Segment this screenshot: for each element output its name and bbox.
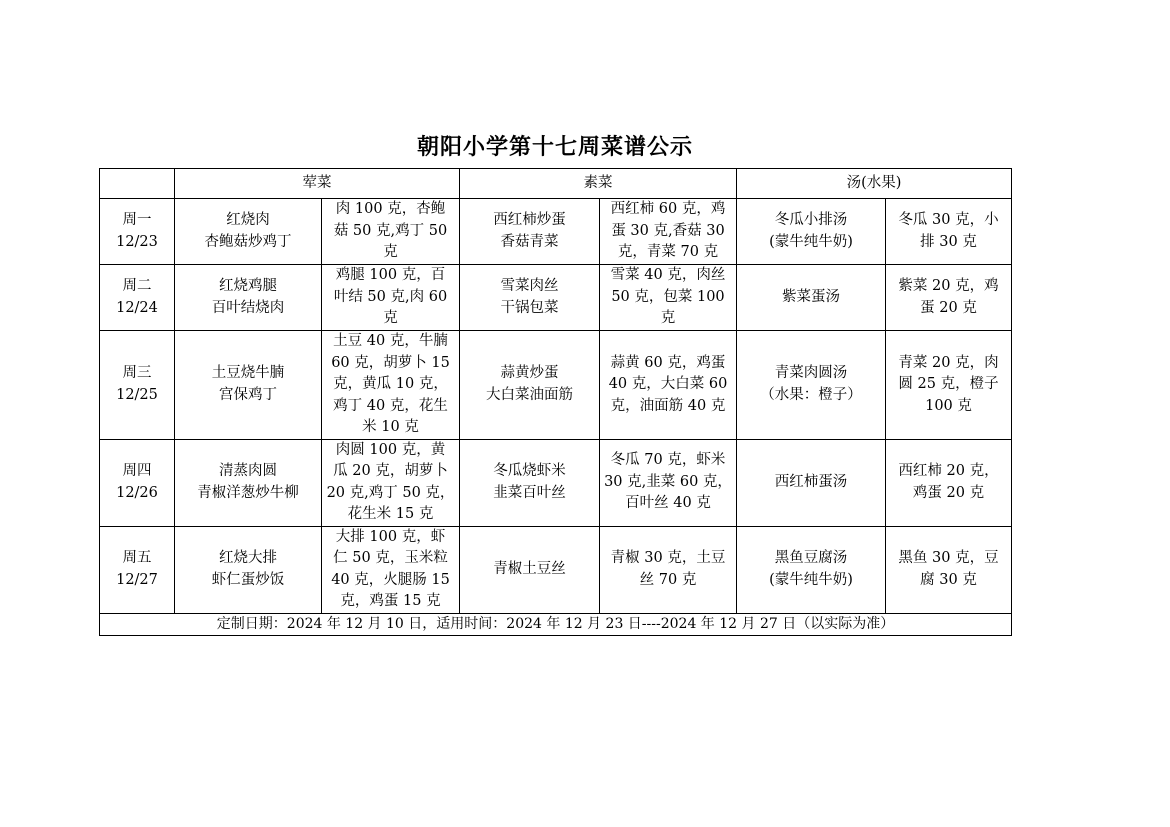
soup-detail-line: 圆 25 克，橙子 xyxy=(898,376,999,392)
meat-detail-line: 60 克，胡萝卜 15 xyxy=(331,354,450,371)
meat-detail-line: 肉圆 100 克，黄 xyxy=(335,441,446,458)
soup-detail-cell xyxy=(886,199,1012,265)
meat-detail-line: 土豆 40 克，牛腩 xyxy=(333,333,448,349)
veg-detail-line: 30 克,韭菜 60 克， xyxy=(604,473,732,490)
veg-detail-line: 克，青菜 70 克 xyxy=(617,244,719,261)
soup-dishes-cell xyxy=(737,439,886,526)
veg-dishes-line: 青椒土豆丝 xyxy=(493,560,566,577)
soup-dishes-cell xyxy=(737,199,886,265)
day-label: 周四 xyxy=(122,463,152,479)
veg-detail-line: 50 克，包菜 100 xyxy=(611,288,725,305)
meat-detail-line: 菇 50 克,鸡丁 50 xyxy=(333,222,448,239)
veg-dishes-line: 雪菜肉丝 xyxy=(500,278,559,294)
veg-dishes-line: 大白菜油面筋 xyxy=(486,386,573,403)
day-label: 周三 xyxy=(122,365,152,382)
footer-row xyxy=(100,613,1012,635)
soup-detail-cell xyxy=(886,265,1012,331)
veg-dishes-cell xyxy=(460,526,600,613)
soup-dishes-line: 西红柿蛋汤 xyxy=(774,473,848,490)
day-label: 周一 xyxy=(122,212,152,228)
veg-detail-cell xyxy=(600,331,737,440)
meat-detail-line: 鸡腿 100 克，百 xyxy=(335,267,446,284)
veg-detail-line: 百叶丝 40 克 xyxy=(625,495,711,512)
soup-detail-line: 100 克 xyxy=(925,397,972,414)
veg-dishes-line: 韭菜百叶丝 xyxy=(493,484,566,501)
soup-dishes-line: （水果：橙子） xyxy=(760,386,862,403)
meat-detail-line: 花生米 15 克 xyxy=(347,506,434,522)
menu-table xyxy=(99,168,1012,636)
soup-detail-line: 蛋 20 克 xyxy=(920,299,977,316)
soup-detail-line: 腐 30 克 xyxy=(920,571,977,588)
meat-detail-line: 叶结 50 克,肉 60 xyxy=(333,288,448,305)
meat-detail-line: 大排 100 克，虾 xyxy=(335,528,446,545)
veg-dishes-cell xyxy=(460,199,600,265)
soup-detail-cell xyxy=(886,439,1012,526)
veg-detail-line: 蛋 30 克,香菇 30 xyxy=(611,222,725,239)
page-title: 朝阳小学第十七周菜谱公示 xyxy=(416,135,693,160)
meat-detail-line: 克，鸡蛋 15 克 xyxy=(340,593,441,609)
menu-row xyxy=(100,265,1012,331)
meat-dishes-line: 红烧大排 xyxy=(219,550,277,566)
veg-detail-line: 青椒 30 克，土豆 xyxy=(610,550,726,566)
soup-detail-line: 紫菜 20 克，鸡 xyxy=(898,278,999,294)
meat-dishes-line: 红烧肉 xyxy=(226,212,270,228)
meat-detail-line: 40 克，火腿肠 15 xyxy=(331,571,450,588)
menu-row xyxy=(100,526,1012,613)
soup-detail-line: 排 30 克 xyxy=(920,233,977,250)
veg-detail-cell xyxy=(600,265,737,331)
veg-detail-cell xyxy=(600,526,737,613)
veg-dishes-cell xyxy=(460,439,600,526)
date-label: 12/25 xyxy=(116,386,158,403)
day-cell xyxy=(100,439,175,526)
veg-detail-line: 克 xyxy=(660,310,676,327)
meat-dishes-line: 杏鲍菇炒鸡丁 xyxy=(204,233,292,250)
veg-detail-cell xyxy=(600,199,737,265)
date-label: 12/24 xyxy=(116,299,158,316)
day-cell xyxy=(100,265,175,331)
veg-dishes-line: 冬瓜烧虾米 xyxy=(493,463,566,479)
header-soup: 汤(水果) xyxy=(737,169,1012,199)
meat-detail-line: 克 xyxy=(383,310,398,327)
veg-detail-line: 雪菜 40 克，肉丝 xyxy=(610,267,726,284)
meat-dishes-cell xyxy=(175,331,322,440)
veg-dishes-line: 香菇青菜 xyxy=(500,233,559,250)
meat-detail-line: 鸡丁 40 克，花生 xyxy=(333,397,448,414)
soup-dishes-cell xyxy=(737,331,886,440)
day-cell xyxy=(100,199,175,265)
day-cell xyxy=(100,331,175,440)
soup-dishes-cell xyxy=(737,265,886,331)
meat-detail-cell xyxy=(322,265,460,331)
day-label: 周五 xyxy=(122,550,152,566)
veg-detail-line: 蒜黄 60 克，鸡蛋 xyxy=(610,354,726,371)
header-corner xyxy=(100,169,175,199)
soup-dishes-cell xyxy=(737,526,886,613)
meat-dishes-line: 土豆烧牛腩 xyxy=(211,365,285,382)
soup-detail-line: 鸡蛋 20 克 xyxy=(912,484,985,501)
meat-detail-line: 米 10 克 xyxy=(362,419,419,435)
veg-detail-line: 克，油面筋 40 克 xyxy=(610,397,726,414)
footer-note: 定制日期：2024 年 12 月 10 日，适用时间：2024 年 12 月 23 日----2024 年 12 月 27 日（以实际为准） xyxy=(100,613,1012,635)
soup-dishes-line: 冬瓜小排汤 xyxy=(774,212,848,228)
soup-detail-line: 黑鱼 30 克，豆 xyxy=(898,550,999,566)
meat-detail-line: 20 克,鸡丁 50 克， xyxy=(326,484,455,501)
menu-row xyxy=(100,199,1012,265)
veg-dishes-line: 干锅包菜 xyxy=(500,299,559,316)
soup-dishes-line: 青菜肉圆汤 xyxy=(774,365,848,382)
header-veg: 素菜 xyxy=(460,169,737,199)
veg-detail-line: 西红柿 60 克，鸡 xyxy=(610,201,726,218)
date-label: 12/26 xyxy=(116,484,158,501)
soup-detail-line: 西红柿 20 克， xyxy=(898,463,999,479)
veg-detail-cell xyxy=(600,439,737,526)
meat-detail-cell xyxy=(322,526,460,613)
menu-row xyxy=(100,439,1012,526)
veg-detail-line: 丝 70 克 xyxy=(639,571,697,588)
meat-dishes-cell xyxy=(175,526,322,613)
soup-detail-cell xyxy=(886,526,1012,613)
meat-detail-line: 瓜 20 克，胡萝卜 xyxy=(333,463,448,479)
soup-dishes-line: (蒙牛纯牛奶) xyxy=(769,233,853,250)
meat-dishes-line: 百叶结烧肉 xyxy=(211,299,285,316)
meat-dishes-line: 虾仁蛋炒饭 xyxy=(211,571,285,588)
veg-dishes-line: 蒜黄炒蛋 xyxy=(500,365,559,382)
soup-detail-line: 冬瓜 30 克，小 xyxy=(898,212,999,228)
meat-dishes-cell xyxy=(175,199,322,265)
meat-dishes-cell xyxy=(175,439,322,526)
meat-dishes-line: 清蒸肉圆 xyxy=(219,463,277,479)
soup-detail-line: 青菜 20 克，肉 xyxy=(898,354,999,371)
veg-dishes-cell xyxy=(460,331,600,440)
veg-detail-line: 冬瓜 70 克，虾米 xyxy=(610,452,726,469)
soup-dishes-line: (蒙牛纯牛奶) xyxy=(769,571,853,588)
soup-dishes-line: 黑鱼豆腐汤 xyxy=(774,550,848,566)
header-meat: 荤菜 xyxy=(175,169,460,199)
soup-detail-cell xyxy=(886,331,1012,440)
meat-dishes-line: 青椒洋葱炒牛柳 xyxy=(197,484,299,501)
meat-dishes-line: 红烧鸡腿 xyxy=(219,278,277,294)
meat-detail-line: 肉 100 克，杏鲍 xyxy=(335,201,446,218)
meat-detail-line: 克 xyxy=(383,244,398,261)
veg-dishes-line: 西红柿炒蛋 xyxy=(493,212,566,228)
day-cell xyxy=(100,526,175,613)
meat-detail-cell xyxy=(322,439,460,526)
menu-row xyxy=(100,331,1012,440)
soup-dishes-line: 紫菜蛋汤 xyxy=(782,288,840,305)
veg-dishes-cell xyxy=(460,265,600,331)
meat-dishes-cell xyxy=(175,265,322,331)
date-label: 12/27 xyxy=(116,571,158,588)
meat-detail-cell xyxy=(322,199,460,265)
day-label: 周二 xyxy=(122,278,152,294)
meat-dishes-line: 宫保鸡丁 xyxy=(219,386,277,403)
date-label: 12/23 xyxy=(116,233,158,250)
meat-detail-line: 克，黄瓜 10 克， xyxy=(333,376,448,392)
veg-detail-line: 40 克，大白菜 60 xyxy=(608,376,728,392)
meat-detail-line: 仁 50 克，玉米粒 xyxy=(333,550,448,566)
header-row xyxy=(100,169,1012,199)
meat-detail-cell xyxy=(322,331,460,440)
